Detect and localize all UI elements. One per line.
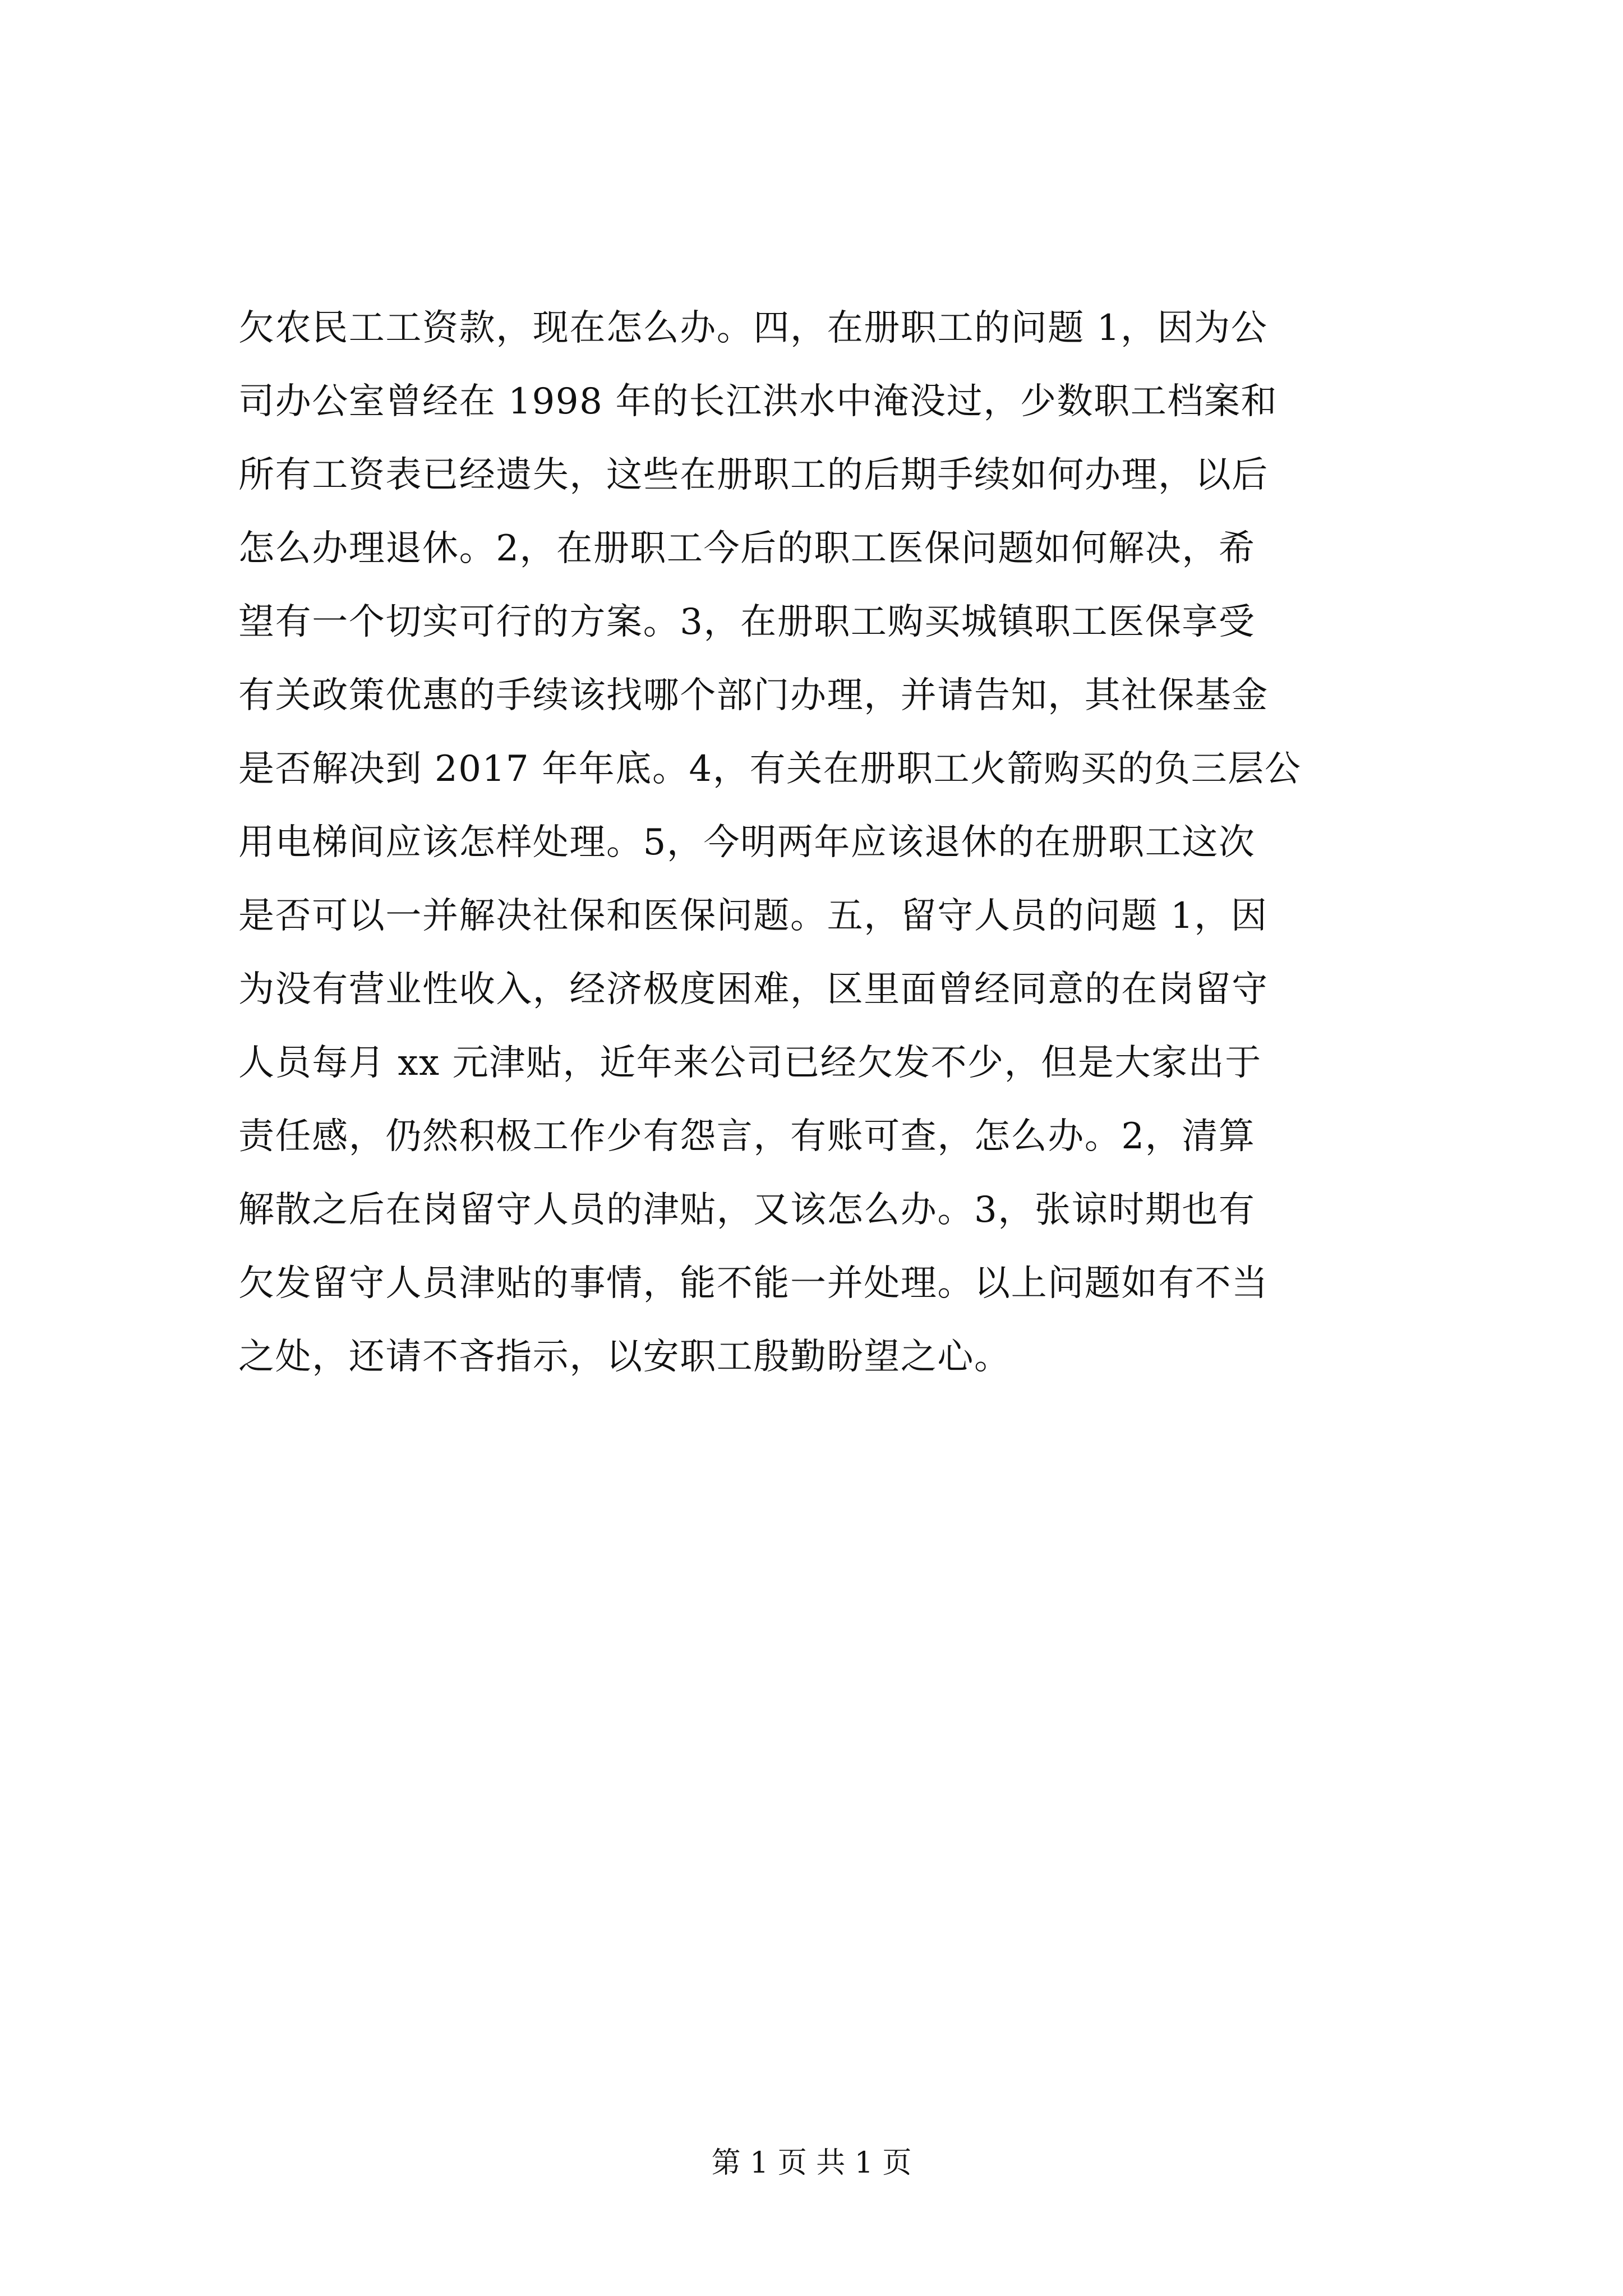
text-line: 怎么办理退休。2，在册职工今后的职工医保问题如何解决，希 [238,528,1256,569]
text-line: 为没有营业性收入，经济极度困难，区里面曾经同意的在岗留守 [238,969,1269,1010]
page-number-footer: 第 1 页 共 1 页 [711,2146,912,2180]
text-line: 用电梯间应该怎样处理。5，今明两年应该退休的在册职工这次 [238,822,1256,863]
text-line: 之处，还请不吝指示，以安职工殷勤盼望之心。 [238,1336,1011,1378]
text-line: 望有一个切实可行的方案。3，在册职工购买城镇职工医保享受 [238,601,1256,643]
text-line: 是否可以一并解决社保和医保问题。五，留守人员的问题 1，因 [238,895,1268,937]
text-line: 有关政策优惠的手续该找哪个部门办理，并请告知，其社保基金 [238,675,1269,716]
text-line: 欠发留守人员津贴的事情，能不能一并处理。以上问题如有不当 [238,1263,1269,1304]
text-line: 责任感，仍然积极工作少有怨言，有账可查，怎么办。2，清算 [238,1116,1256,1157]
body-text [238,292,1382,1394]
text-line: 人员每月 xx 元津贴，近年来公司已经欠发不少，但是大家出于 [238,1042,1262,1084]
text-line: 解散之后在岗留守人员的津贴，又该怎么办。3，张谅时期也有 [238,1189,1256,1231]
text-line: 是否解决到 2017 年年底。4，有关在册职工火箭购买的负三层公 [238,748,1302,790]
text-line: 司办公室曾经在 1998 年的长江洪水中淹没过，少数职工档案和 [238,381,1278,422]
text-line: 欠农民工工资款，现在怎么办。四，在册职工的问题 1，因为公 [238,307,1268,349]
text-line: 所有工资表已经遗失，这些在册职工的后期手续如何办理，以后 [238,454,1269,496]
